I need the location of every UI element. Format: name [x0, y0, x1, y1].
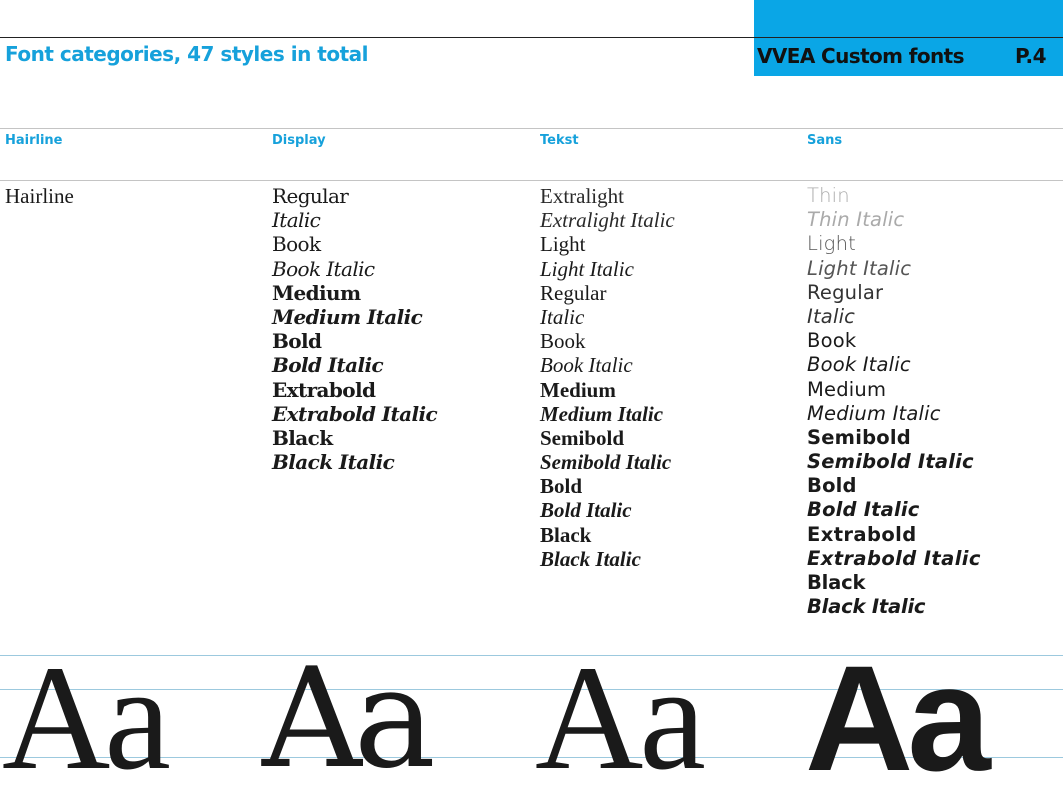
style-item: Book: [540, 329, 586, 354]
style-item: Extrabold Italic: [807, 546, 981, 570]
tekst-style-list: [540, 184, 675, 571]
style-item: Black: [807, 571, 866, 594]
style-item: Black Italic: [272, 450, 395, 475]
style-item: Italic: [272, 208, 321, 233]
style-item: Black Italic: [807, 595, 926, 619]
style-item: Book Italic: [540, 353, 633, 378]
style-item: Semibold: [807, 425, 911, 449]
style-item: Semibold: [540, 425, 625, 450]
style-item: Italic: [540, 304, 585, 329]
style-item: Black: [540, 522, 592, 547]
style-item: Extrabold: [807, 522, 917, 546]
style-item: Light: [540, 232, 586, 257]
style-hairline: Hairline: [5, 184, 74, 208]
page-title: Font categories, 47 styles in total: [5, 42, 368, 66]
style-item: Extralight: [540, 184, 624, 208]
style-item: Regular: [272, 184, 349, 208]
style-item: Medium: [272, 280, 361, 305]
style-item: Medium: [807, 377, 887, 401]
column-heading-rule-bottom: [0, 180, 1063, 181]
style-item: Regular: [540, 280, 607, 305]
column-heading-hairline: Hairline: [5, 133, 63, 148]
column-heading-rule-top: [0, 128, 1063, 129]
style-item: Black: [272, 425, 333, 450]
style-item: Book: [807, 329, 857, 353]
document-title: VVEA Custom fonts: [757, 44, 964, 68]
style-item: Light Italic: [807, 256, 912, 280]
style-item: Book: [272, 232, 321, 257]
style-item: Thin: [807, 184, 850, 207]
style-item: Italic: [807, 304, 856, 328]
page-number: P.4: [1015, 44, 1046, 68]
style-item: Bold: [807, 474, 857, 498]
style-item: Extrabold: [272, 377, 376, 402]
style-item: Semibold Italic: [807, 450, 974, 474]
style-item: Bold Italic: [540, 498, 632, 523]
style-item: Medium: [540, 377, 616, 402]
style-item: Medium Italic: [272, 304, 423, 329]
style-item: Thin Italic: [807, 208, 905, 232]
style-item: Extralight Italic: [540, 208, 675, 233]
style-item: Light: [807, 232, 856, 256]
style-item: Bold Italic: [272, 353, 384, 378]
style-item: Medium Italic: [807, 401, 941, 425]
style-item: Extrabold Italic: [272, 401, 438, 426]
style-item: Book Italic: [272, 256, 375, 281]
style-item: Bold: [272, 329, 322, 354]
style-item: Semibold Italic: [540, 450, 672, 475]
specimen-display: Aa: [262, 638, 428, 799]
style-item: Regular: [807, 280, 884, 304]
column-heading-sans: Sans: [807, 133, 843, 148]
style-item: Light Italic: [540, 256, 634, 281]
display-style-list: [272, 184, 437, 474]
sans-style-list: [807, 184, 981, 619]
header-rule: [0, 37, 1063, 38]
style-item: Bold Italic: [807, 498, 920, 522]
style-item: Bold: [540, 474, 583, 499]
column-heading-display: Display: [272, 133, 326, 148]
style-item: Book Italic: [807, 353, 911, 377]
specimen-hairline: Aa: [2, 635, 165, 801]
specimen-sans: Aa: [805, 634, 985, 802]
style-item: Black Italic: [540, 546, 641, 571]
specimen-tekst: Aa: [535, 635, 702, 801]
style-item: Medium Italic: [540, 401, 664, 426]
column-heading-tekst: Tekst: [540, 133, 579, 148]
